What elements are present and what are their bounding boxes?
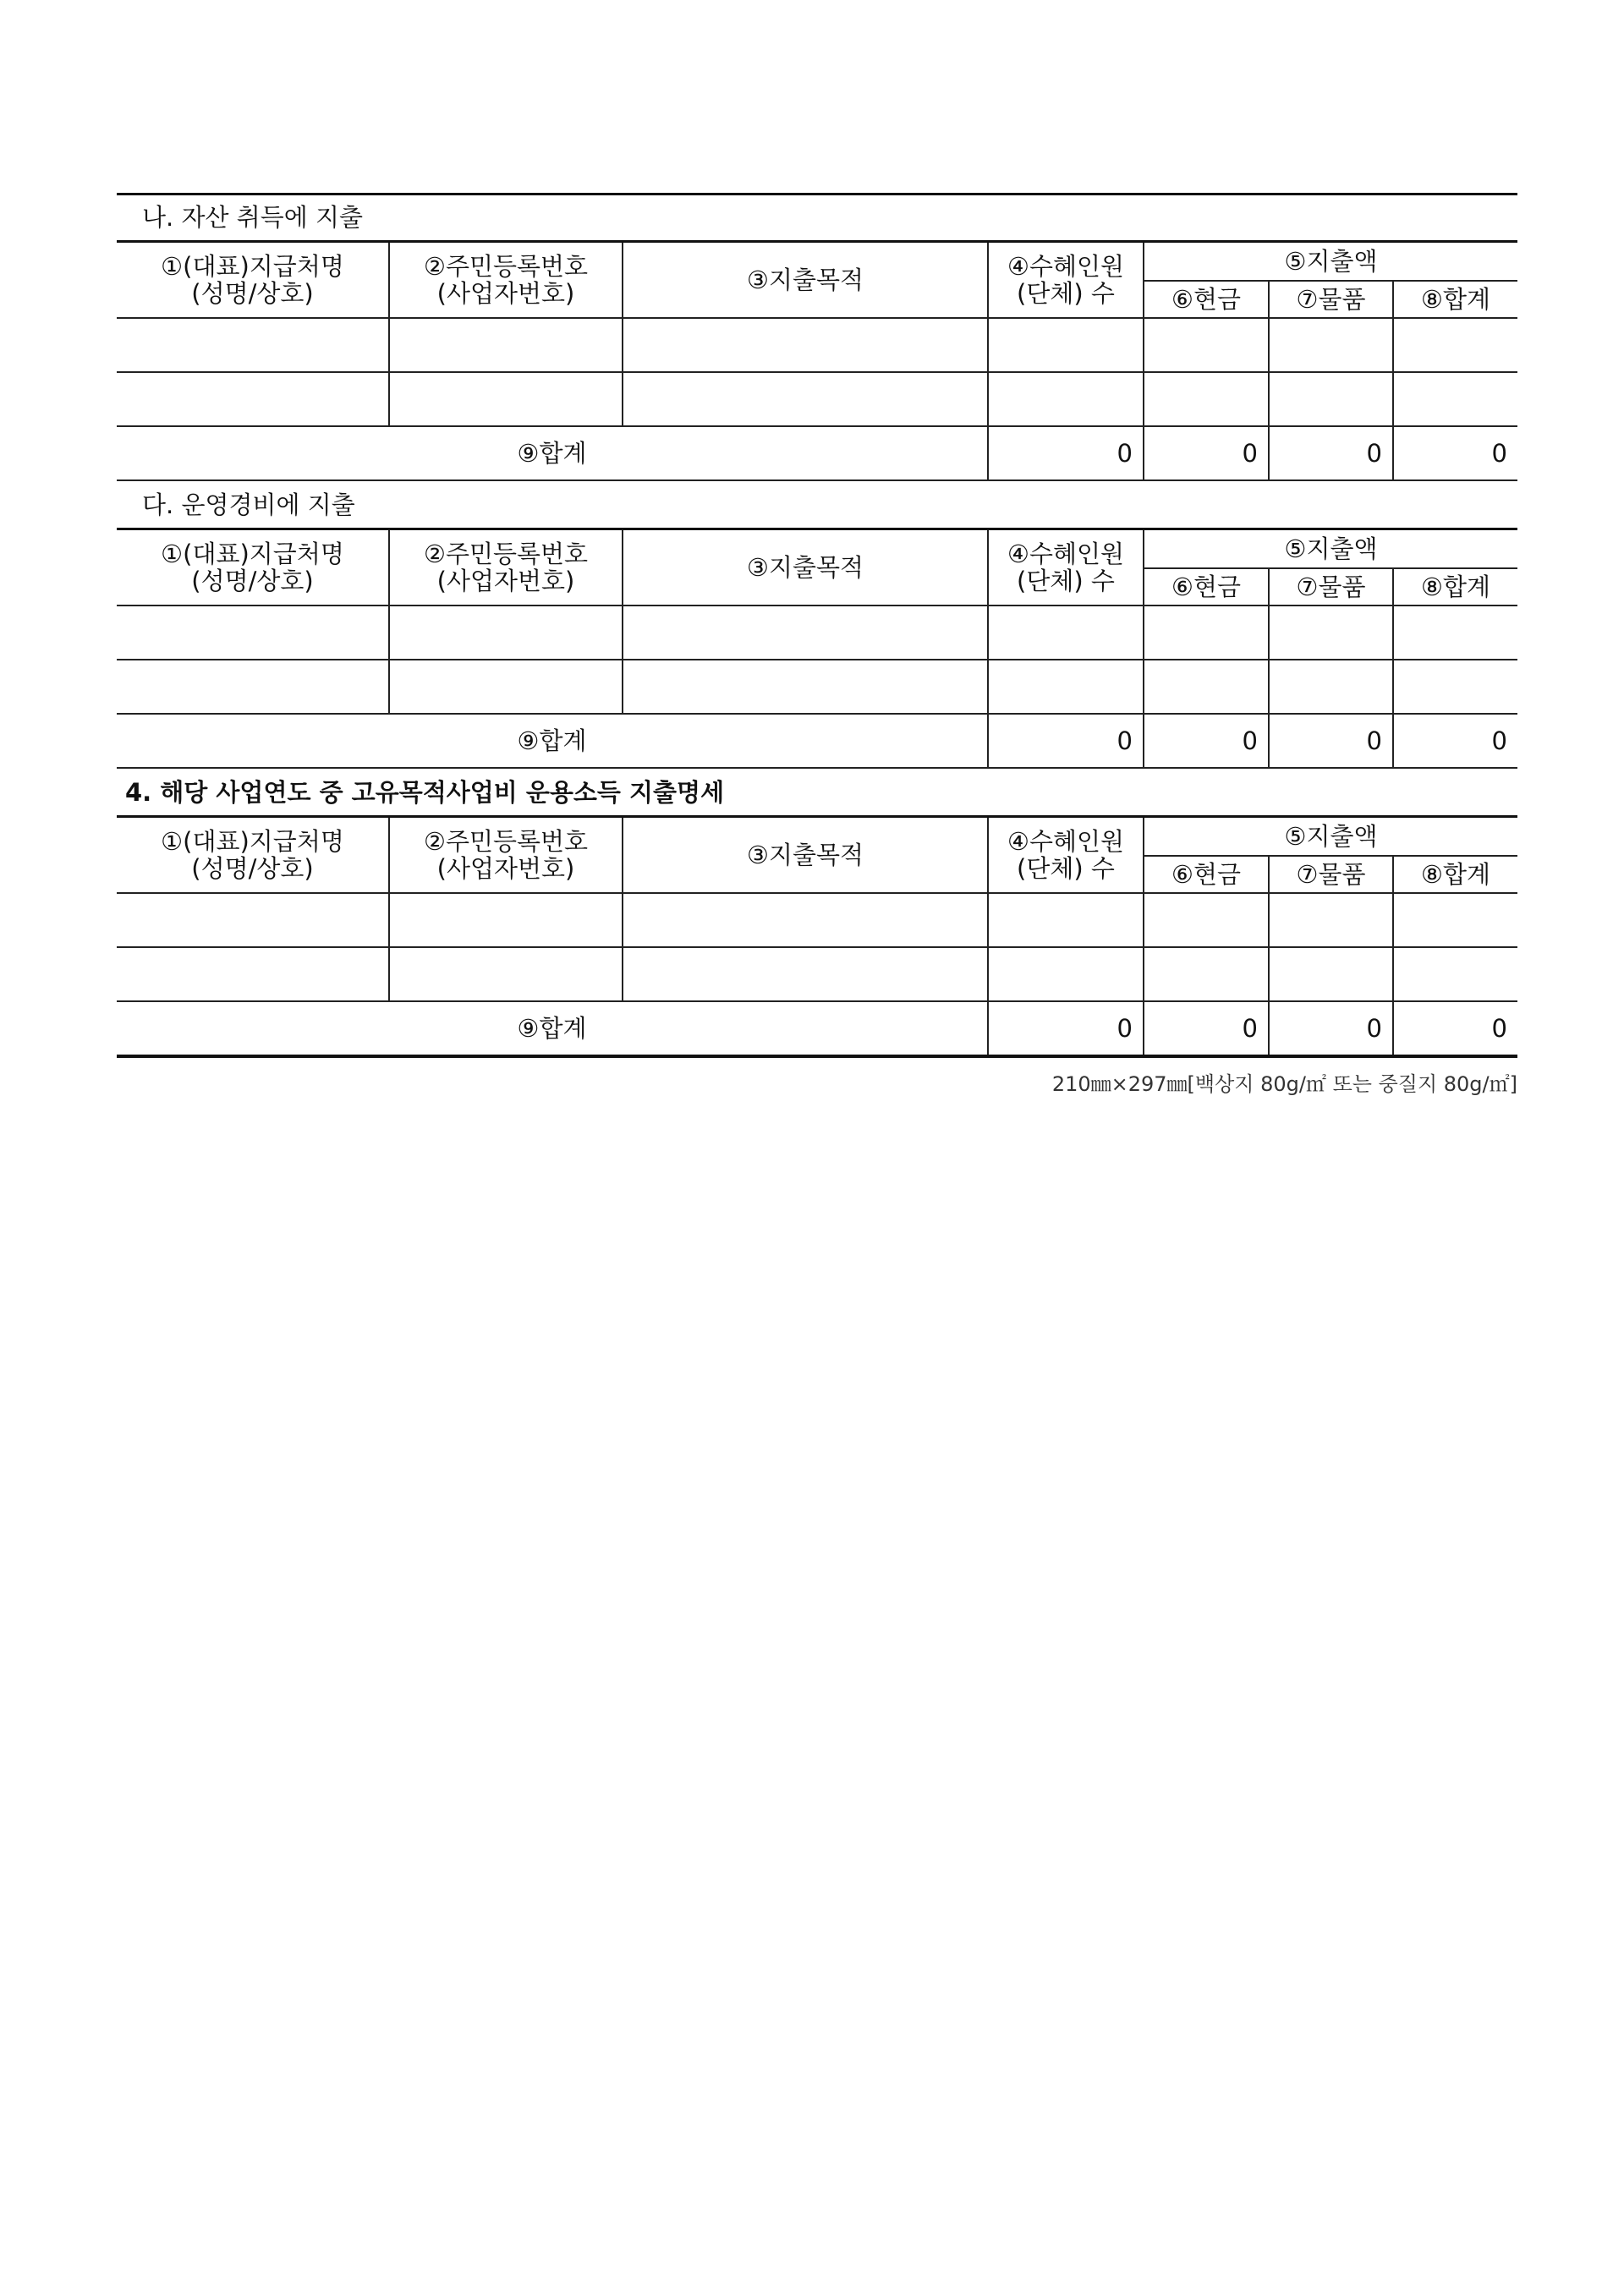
total-cash: 0 [1144,1001,1269,1056]
sum-cell[interactable] [1393,318,1517,372]
goods-header: ⑦물품 [1269,281,1393,318]
section-title: 4. 해당 사업연도 중 고유목적사업비 운용소득 지출명세 [125,778,725,807]
section-title: 나. 자산 취득에 지출 [142,203,363,232]
sum-cell[interactable] [1393,893,1517,947]
purpose-cell[interactable] [623,606,988,660]
table-row [117,372,1517,426]
payee-header: ①(대표)지급처명 (성명/상호) [117,242,389,319]
expense-table [117,240,1517,481]
purpose-cell[interactable] [623,372,988,426]
total-row [117,426,1517,480]
total-row [117,1001,1517,1056]
amount-header: ⑤지출액 [1144,242,1517,282]
sum-cell[interactable] [1393,606,1517,660]
cash-header: ⑥현금 [1144,856,1269,893]
subtotal-header: ⑧합계 [1393,856,1517,893]
goods-cell[interactable] [1269,660,1393,714]
goods-cell[interactable] [1269,372,1393,426]
beneficiaries-cell[interactable] [988,893,1144,947]
goods-cell[interactable] [1269,947,1393,1001]
total-sum: 0 [1393,714,1517,768]
registration-number-header: ②주민등록번호 (사업자번호) [389,242,623,319]
cash-header: ⑥현금 [1144,568,1269,606]
purpose-header: ③지출목적 [623,242,988,319]
registration-number-cell[interactable] [389,606,623,660]
total-beneficiaries: 0 [988,714,1144,768]
payee-cell[interactable] [117,893,389,947]
total-row [117,714,1517,768]
cash-cell[interactable] [1144,606,1269,660]
cash-cell[interactable] [1144,947,1269,1001]
beneficiaries-cell[interactable] [988,947,1144,1001]
beneficiaries-header: ④수혜인원 (단체) 수 [988,242,1144,319]
table-row [117,318,1517,372]
beneficiaries-header: ④수혜인원 (단체) 수 [988,817,1144,894]
total-label: ⑨합계 [117,1001,988,1056]
payee-cell[interactable] [117,606,389,660]
total-label: ⑨합계 [117,426,988,480]
registration-number-cell[interactable] [389,318,623,372]
amount-header: ⑤지출액 [1144,529,1517,569]
purpose-cell[interactable] [623,947,988,1001]
table-row [117,660,1517,714]
purpose-cell[interactable] [623,660,988,714]
cash-cell[interactable] [1144,660,1269,714]
payee-header: ①(대표)지급처명 (성명/상호) [117,529,389,606]
registration-number-cell[interactable] [389,893,623,947]
registration-number-header: ②주민등록번호 (사업자번호) [389,529,623,606]
payee-cell[interactable] [117,372,389,426]
purpose-header: ③지출목적 [623,529,988,606]
purpose-cell[interactable] [623,318,988,372]
cash-cell[interactable] [1144,893,1269,947]
subtotal-header: ⑧합계 [1393,568,1517,606]
beneficiaries-header: ④수혜인원 (단체) 수 [988,529,1144,606]
beneficiaries-cell[interactable] [988,318,1144,372]
registration-number-cell[interactable] [389,372,623,426]
cash-cell[interactable] [1144,372,1269,426]
registration-number-cell[interactable] [389,660,623,714]
goods-header: ⑦물품 [1269,568,1393,606]
payee-cell[interactable] [117,947,389,1001]
payee-cell[interactable] [117,660,389,714]
total-cash: 0 [1144,714,1269,768]
section-asset-acquisition [117,195,1517,481]
goods-cell[interactable] [1269,893,1393,947]
beneficiaries-cell[interactable] [988,606,1144,660]
registration-number-cell[interactable] [389,947,623,1001]
sum-cell[interactable] [1393,660,1517,714]
amount-header: ⑤지출액 [1144,817,1517,857]
total-sum: 0 [1393,1001,1517,1056]
beneficiaries-cell[interactable] [988,372,1144,426]
payee-cell[interactable] [117,318,389,372]
table-row [117,893,1517,947]
purpose-header: ③지출목적 [623,817,988,894]
table-row [117,606,1517,660]
total-goods: 0 [1269,426,1393,480]
total-beneficiaries: 0 [988,426,1144,480]
subtotal-header: ⑧합계 [1393,281,1517,318]
sum-cell[interactable] [1393,372,1517,426]
goods-cell[interactable] [1269,318,1393,372]
total-goods: 0 [1269,1001,1393,1056]
section-title: 다. 운영경비에 지출 [142,490,355,519]
total-cash: 0 [1144,426,1269,480]
payee-header: ①(대표)지급처명 (성명/상호) [117,817,389,894]
beneficiaries-cell[interactable] [988,660,1144,714]
registration-number-header: ②주민등록번호 (사업자번호) [389,817,623,894]
expense-table [117,528,1517,769]
total-beneficiaries: 0 [988,1001,1144,1056]
cash-header: ⑥현금 [1144,281,1269,318]
paper-spec-note: 210㎜×297㎜[백상지 80g/㎡ 또는 중질지 80g/㎡] [1051,1072,1517,1096]
section-operating-income-expenses [117,770,1517,1058]
section-operating-expenses [117,482,1517,769]
total-label: ⑨합계 [117,714,988,768]
cash-cell[interactable] [1144,318,1269,372]
purpose-cell[interactable] [623,893,988,947]
expense-table [117,815,1517,1058]
sum-cell[interactable] [1393,947,1517,1001]
total-sum: 0 [1393,426,1517,480]
total-goods: 0 [1269,714,1393,768]
goods-cell[interactable] [1269,606,1393,660]
table-row [117,947,1517,1001]
goods-header: ⑦물품 [1269,856,1393,893]
form-page [117,0,1519,2296]
